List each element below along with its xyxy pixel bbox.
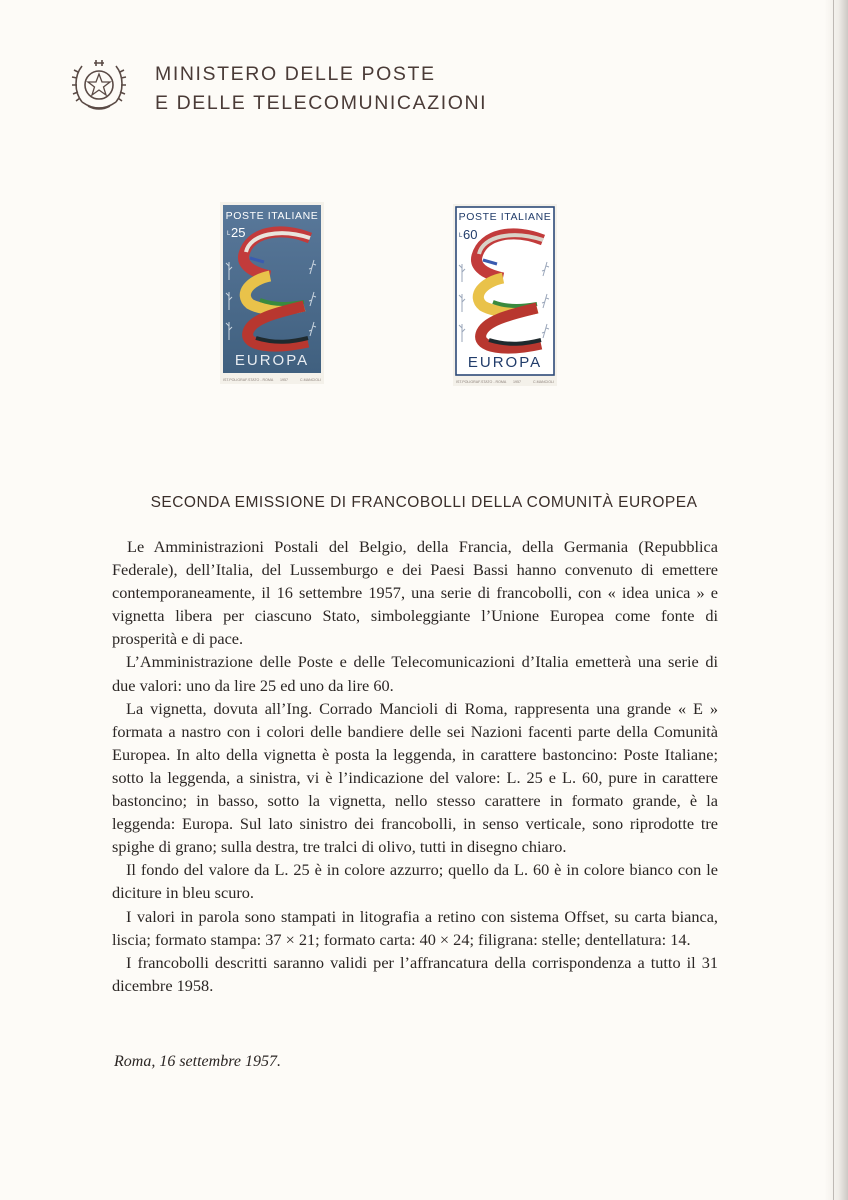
stamp-country-label: POSTE ITALIANE xyxy=(458,211,552,223)
stamp-imprint-mid: 1957 xyxy=(513,380,521,384)
paragraph-6: I francobolli descritti saranno validi per l’affrancatura della corrispondenza a tutto il 31 dicembre 1958. xyxy=(112,952,718,995)
document-title: SECONDA EMISSIONE DI FRANCOBOLLI DELLA COMUNITÀ EUROPEA xyxy=(150,494,698,511)
stamp-imprint-mid: 1957 xyxy=(280,378,288,382)
ministry-header xyxy=(155,60,487,118)
page-edge-shadow xyxy=(824,0,848,1200)
page-edge-line xyxy=(833,0,834,1200)
paragraph-1: Le Amministrazioni Postali del Belgio, della Francia, della Germania (Repubblica Federale), dell’Italia, del Lussemburgo e dei Paesi Bassi hanno convenuto di emettere contemporaneamente, il 16 settembre 1957, una serie di francobolli, con « idea unica » e vignetta libera per ciascuno Stato, simboleggiante l’Unione Europea come fonte di prosperità e di pace. xyxy=(112,537,718,649)
document-body xyxy=(112,535,718,997)
stamp-value: 60 xyxy=(463,227,478,242)
stamp-imprint-right: C.MANCIOLI xyxy=(300,378,321,382)
stamp-60-lire xyxy=(453,204,557,386)
stamp-value-prefix: L xyxy=(459,233,463,239)
stamp-imprint-left: IST.POLIGRAF.STATO - ROMA xyxy=(456,380,507,384)
stamp-25-lire xyxy=(220,202,324,384)
stamp-europa-label: EUROPA xyxy=(467,354,543,371)
italian-republic-emblem-icon xyxy=(68,58,130,118)
stamp-imprint-right: C.MANCIOLI xyxy=(533,380,554,384)
stamp-country-label: POSTE ITALIANE xyxy=(225,210,319,222)
stamp-europa-label: EUROPA xyxy=(234,352,310,369)
ministry-line-2: E DELLE TELECOMUNICAZIONI xyxy=(155,92,488,114)
paragraph-5: I valori in parola sono stampati in litografia a retino con sistema Offset, su carta bianca, liscia; formato stampa: 37 × 21; formato carta: 40 × 24; filigrana: stelle; dentellatura: 14. xyxy=(112,906,718,949)
date-line: Roma, 16 settembre 1957. xyxy=(114,1053,281,1070)
ministry-line-1: MINISTERO DELLE POSTE xyxy=(155,63,436,85)
paragraph-2: L’Amministrazione delle Poste e delle Telecomunicazioni d’Italia emetterà una serie di due valori: uno da lire 25 ed uno da lire 60. xyxy=(112,652,718,695)
stamp-value-prefix: L xyxy=(227,231,231,237)
paragraph-4: Il fondo del valore da L. 25 è in colore azzurro; quello da L. 60 è in colore bianco con le diciture in bleu scuro. xyxy=(112,860,718,903)
stamp-value: 25 xyxy=(231,225,246,240)
paragraph-3: La vignetta, dovuta all’Ing. Corrado Mancioli di Roma, rappresenta una grande « E » formata a nastro con i colori delle bandiere delle sei Nazioni facenti parte della Comunità Europea. In alto della vignetta è posta la leggenda, in carattere bastoncino: Poste Italiane; sotto la leggenda, a sinistra, vi è l’indicazione del valore: L. 25 e L. 60, pure in carattere bastoncino; in basso, sotto la vignetta, nello stesso carattere in formato grande, è la leggenda: Europa. Sul lato sinistro dei francobolli, in senso verticale, sono riprodotte tre spighe di grano; sulla destra, tre tralci di olivo, tutti in disegno chiaro. xyxy=(112,698,718,857)
stamp-imprint-left: IST.POLIGRAF.STATO - ROMA xyxy=(223,378,274,382)
